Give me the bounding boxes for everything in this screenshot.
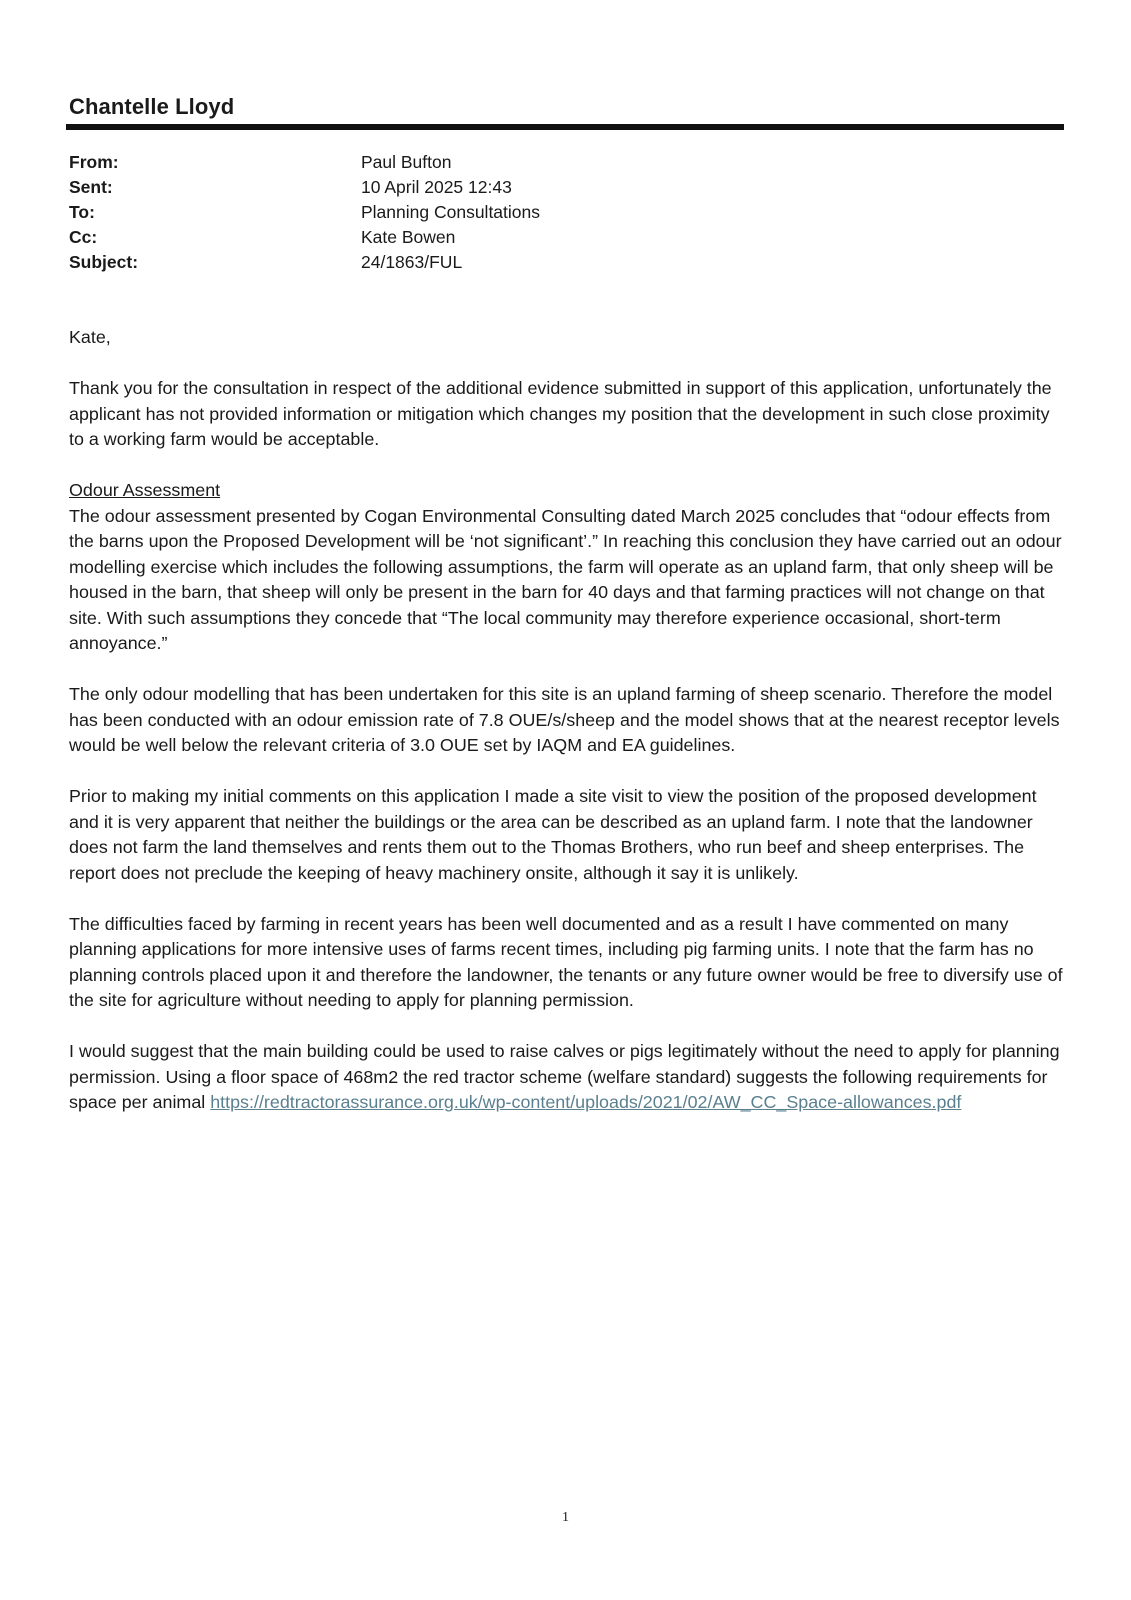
body-paragraph: Prior to making my initial comments on this application I made a site visit to view the position of the proposed development and it is very apparent that neither the buildings or the area can be described as an upland farm. I note that the landowner does not farm the land themselves and rents them out to the Thomas Brothers, who run beef and sheep enterprises. The report does not preclude the keeping of heavy machinery onsite, although it say it is unlikely. bbox=[69, 786, 1037, 883]
header-to bbox=[69, 200, 769, 225]
body-paragraph-text: I would suggest that the main building could be used to raise calves or pigs legitimately without the need to apply for planning permission. Using a floor space of 468m2 the red tractor scheme (welfare standard) suggests the following requirements for space per animal bbox=[69, 1041, 1060, 1112]
body-paragraph: Thank you for the consultation in respect of the additional evidence submitted in support of this application, unfortunately the applicant has not provided information or mitigation which changes my position that the development in such close proximity to a working farm would be acceptable. bbox=[69, 378, 1052, 449]
section-heading: Odour Assessment bbox=[69, 480, 221, 500]
email-headers bbox=[69, 150, 769, 275]
header-label: Sent: bbox=[69, 177, 113, 197]
header-value: 10 April 2025 12:43 bbox=[361, 177, 512, 197]
body-paragraph: The only odour modelling that has been undertaken for this site is an upland farming of sheep scenario. Therefore the model has been conducted with an odour emission rate of 7.8 OUE/s/sheep and the model shows that at the nearest receptor levels would be well below the relevant criteria of 3.0 OUE set by IAQM and EA guidelines. bbox=[69, 684, 1060, 755]
odour-section bbox=[69, 478, 1069, 657]
email-body bbox=[69, 325, 1069, 1141]
greeting: Kate, bbox=[69, 327, 111, 347]
header-value: 24/1863/FUL bbox=[361, 252, 463, 272]
header-label: Subject: bbox=[69, 252, 139, 272]
header-cc bbox=[69, 225, 769, 250]
header-label: Cc: bbox=[69, 227, 98, 247]
header-divider bbox=[66, 124, 1064, 130]
body-paragraph: The difficulties faced by farming in recent years has been well documented and as a result I have commented on many planning applications for more intensive uses of farms recent times, including pig farming units. I note that the farm has no planning controls placed upon it and therefore the landowner, the tenants or any future owner would be free to diversify use of the site for agriculture without needing to apply for planning permission. bbox=[69, 913, 1063, 1010]
header-label: To: bbox=[69, 202, 95, 222]
mailbox-owner-name: Chantelle Lloyd bbox=[69, 94, 235, 119]
body-paragraph: The odour assessment presented by Cogan Environmental Consulting dated March 2025 concludes that “odour effects from the barns upon the Proposed Development will be ‘not significant’.” In reaching this conclusion they have carried out an odour modelling exercise which includes the following assumptions, the farm will operate as an upland farm, that only sheep will be housed in the barn, that sheep will only be present in the barn for 40 days and that farming practices will not change on that site. With such assumptions they concede that “The local community may therefore experience occasional, short-term annoyance.” bbox=[69, 505, 1062, 653]
header-value: Kate Bowen bbox=[361, 227, 456, 247]
header-label: From: bbox=[69, 152, 119, 172]
page-number: 1 bbox=[562, 1510, 569, 1525]
header-subject bbox=[69, 250, 769, 275]
header-from bbox=[69, 150, 769, 175]
body-paragraph-with-link bbox=[69, 1039, 1069, 1116]
header-sent bbox=[69, 175, 769, 200]
header-value: Planning Consultations bbox=[361, 202, 541, 222]
red-tractor-link[interactable]: https://redtractorassurance.org.uk/wp-content/uploads/2021/02/AW_CC_Space-allowances.pdf bbox=[210, 1092, 962, 1112]
header-value: Paul Bufton bbox=[361, 152, 452, 172]
